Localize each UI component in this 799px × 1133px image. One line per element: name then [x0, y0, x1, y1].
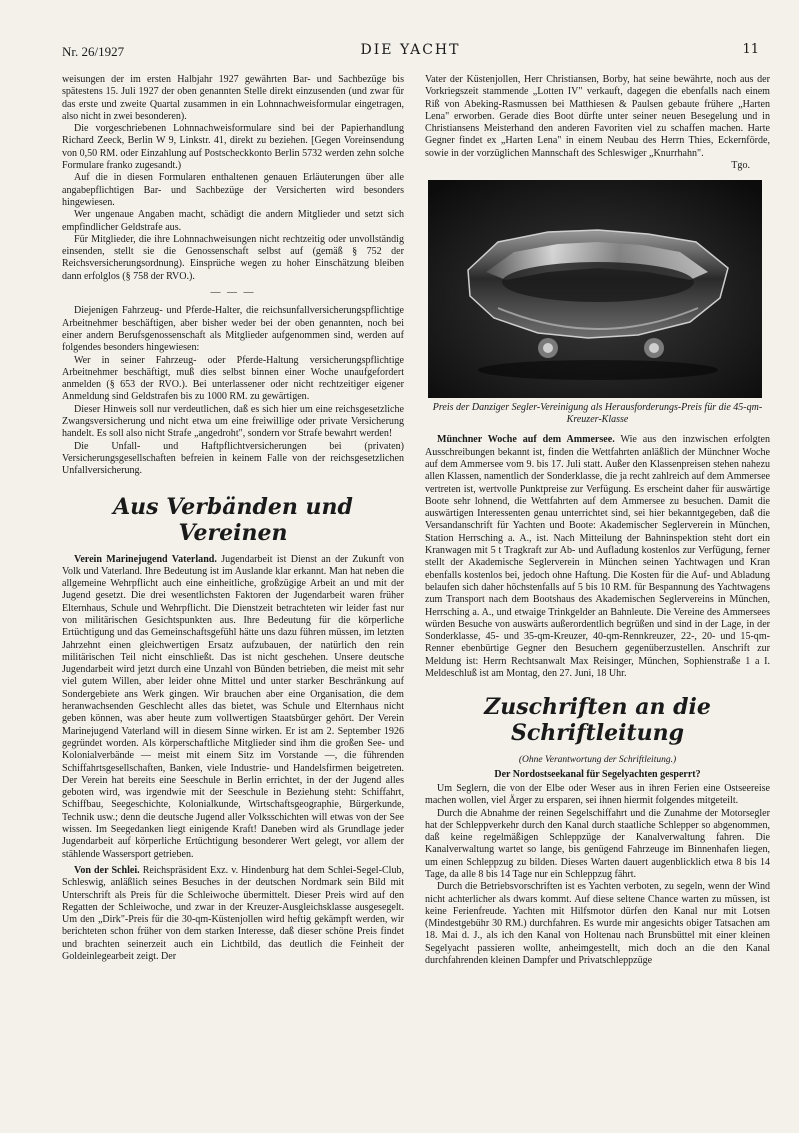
paragraph: Die Unfall- und Haftpflichtversicherungen bei (privaten) Versicherungsgesellschaften befreien in keinem Falle von der reichsgesetzlichen Unfallversicherung.: [62, 440, 404, 477]
article-marinejugend: [62, 554, 404, 861]
article-body: Wie aus den inzwischen erfolgten Ausschreibungen bekannt ist, finden die Wettfahrten anläßlich der Münchner Woche auf dem Ammersee vom 9. bis 17. Juli statt. Außer den Klassenpreisen stehen nahezu allen Klassen, namentlich der Sonderklasse, die ja recht zahlreich auf dem Ammersee vertreten ist, wertvolle Punktpreise zur Verfügung. Es erscheint daher für auswärtige Boote sehr lohnend, die Wettfahrten auf dem Ammersee zu besuchen. Damit die auswärtigen Interessenten genau unterrichtet sind, sei hier bekanntgegeben, daß die Versandanschrift für Yachten und Boote: Akademischer Seglerverein in München, Station Herrsching a. A., ist. Nach Mitteilung der Bahninspektion steht dort ein Kranwagen mit 5 t Tragkraft zur Ab- und Aufladung kostenlos zur Verfügung, ferner stellt der Akademische Seglerverein in München seinen Yachtwagen und Kran ebenfalls kostenlos bei, jedoch ohne Haftung. Die Kosten für die Auf- und Abladung belaufen sich daher höchstenfalls auf 5 bis 10 RM. für Bespannung des Yachtwagens zum Transport nach dem Bootshaus des Akademischen Seglervereins in München, Herrsching a. A., und etwaige Trinkgelder an Bahnleute. Die Vereine des Ammersees würden Besuche von auswärts außerordentlich begrüßen und sind in der Lage, in der Sonderklasse, 45- und 35-qm-Kreuzer, 40-qm-Rennkreuzer, 22-, 20- und 15-qm-Renner ebenbürtige Gegner den Besuchern gegenüberzustellen. Anschrift zur Meldung ist: Herrn Rechtsanwalt Max Reisinger, München, Sophienstraße 1 a I. Meldeschluß ist am Montag, den 27. Juni, 18 Uhr.: [425, 434, 770, 680]
trophy-photo: [428, 180, 762, 398]
section-heading: Zuschriften an die Schriftleitung: [484, 694, 711, 747]
paragraph: Für Mitglieder, die ihre Lohnnachweisungen nicht rechtzeitig oder unvollständig einsenden, stellt sie die Genossenschaft selbst auf (gemäß § 752 der Reichsversicherungsordnung). Einsprüche wegen zu hoher Einschätzung bleiben dann erfolglos (§ 758 der RVO.).: [62, 233, 404, 282]
photo-caption: Preis der Danziger Segler-Vereinigung als Herausforderungs-Preis für die 45-qm-Kreuzer-Klasse: [432, 402, 763, 426]
article-lead: Münchner Woche auf dem Ammersee.: [437, 434, 615, 446]
page-number: 11: [742, 42, 759, 57]
page-header: [62, 42, 759, 62]
disclaimer-note: (Ohne Verantwortung der Schriftleitung.): [518, 755, 677, 766]
paragraph: Vater der Küstenjollen, Herr Christiansen, Borby, hat seine bewährte, noch aus der Vorkriegszeit stammende „Lotten IV" verkauft, dagegen die ebenfalls nach einem Riß von Abeking-Rasmussen bei Matthiesen & Paulsen gebaute frühere „Harten Lena" erworben. Gerade dies Boot dürfte unter seiner neuen Besegelung und in Christiansens Meisterhand den anderen Favoriten viel zu schaffen machen. Harte Gegner findet ex „Harten Lena" in einem Neubau des Herrn Thies, Eckernförde, sowie in der vorzüglichen Mannschaft des Schleswiger „Knurrhahn".: [425, 74, 770, 159]
paragraph: Wer in seiner Fahrzeug- oder Pferde-Haltung versicherungspflichtige Arbeitnehmer beschäftigt, muß dies selbst binnen einer Woche unaufgefordert anmelden (§ 653 der RVO.). Bei unterlassener oder nicht rechtzeitiger eigener Anmeldung sind Geldstrafen bis zu 1000 RM. zu gewärtigen.: [62, 354, 404, 403]
paragraph: Diejenigen Fahrzeug- und Pferde-Halter, die reichsunfallversicherungspflichtige Arbeitnehmer beschäftigen, aber bisher weder bei der oben genannten, noch bei einer andern Berufsgenossenschaft als Mitglieder aufgenommen sind, werden auf folgendes besonders hingewiesen:: [62, 305, 404, 354]
article-lead: Von der Schlei.: [74, 864, 140, 876]
left-column: [62, 74, 404, 963]
article-schlei: [62, 865, 404, 963]
paragraph: Dieser Hinweis soll nur verdeutlichen, daß es sich hier um eine reichsgesetzliche Zwangsversicherung und nicht etwa um eine freiwillige oder private Versicherung handelt. Es soll also nicht Strafe „angedroht", sondern vor Strafe bewahrt werden!: [62, 403, 404, 440]
article-body: Jugendarbeit ist Dienst an der Zukunft von Volk und Vaterland. Ihre Bedeutung ist im Auslande klar erkannt. Man hat neben die allgemeine Wehrpflicht auch eine einheitliche, großzügige Arbeit an und mit der Jugend gesetzt. Die drei wesentlichsten Faktoren der Jugendarbeit waren früher Elternhaus, Schule und Wehrpflicht. Die Dienstzeit betrachteten wir leider fast nur von militärischen Gesichtspunkten aus. Ihre Bedeutung für die körperliche Ertüchtigung und das Gemeinschaftsgefühl hätte uns dazu führen müssen, im letzten Jahrzehnt einen gleichwertigen Ersatz aufzubauen, der natürlich den rein militärischen Teil nicht einschließt. Das ist nicht geschehen. Unsere deutsche Jugendarbeit wird jetzt durch eine Unzahl von Bünden betrieben, die meist mit sehr viel gutem Willen, aber leider ohne Mittel und unter starker Beschränkung auf Sondergebiete ans Werk gingen. Wir brauchen aber eine Organisation, die dem heranwachsenden Geschlecht alles das bietet, was Schule und Elternhaus nicht geben können, was aber heute zum vollwertigen Staatsbürger gehört. Der Verein Marinejugend Vaterland will in diesem Sinne wirken. Er ist am 2. September 1926 gegründet worden. Als körperschaftliche Mitglieder sind ihm die großen See- und Kolonialverbände — meist mit einem Sitz im Vorstande —, die führenden Schiffahrtsgesellschaften, Banken, viele Industrie- und Handelsfirmen beigetreten. Der Verein hat bereits eine Seeschule in Berlin errichtet, in der der Jugend alles geboten wird, was irgendwie mit der Seeschule in Beziehung steht: Schiffahrt, Schiffbau, Seegeschichte, Kolonialkunde, Wirtschaftsgeographie, Bürgerkunde, Technik usw.; denn die deutsche Jugend aller Volksschichten will etwas von der See wissen. Im Seegedanken liegt einigende Kraft! Daneben wird als Grundlage jeder Jugendarbeit auf körperliche Ertüchtigung besonderer Wert gelegt, vor allem der stählende Wassersport getrieben.: [62, 553, 404, 860]
section-heading: Aus Verbänden und Vereinen: [113, 493, 353, 546]
article-body: Reichspräsident Exz. v. Hindenburg hat dem Schlei-Segel-Club, Schleswig, anläßlich seines Besuches in der deutschen Nordmark sein Bild mit Unterschrift als Preis für die Schleiwoche übermittelt. Dieser Preis wird auf den Regatten der Schleiwoche, und zwar in der Kreuzer-Ausgleichsklasse ausgesegelt. Um den „Dirk"-Preis für die 30-qm-Küstenjollen wird heftig gekämpft werden, wir berichteten schon früher von dem starken Interesse, daß dieser schöne Preis findet und brachten seinerzeit auch ein Lichtbild, das deutlich die Feinheit der Goldeinlegearbeit zeigt. Der: [62, 864, 404, 962]
paragraph: weisungen der im ersten Halbjahr 1927 gewährten Bar- und Sachbezüge bis spätestens 15. Juli 1927 der oben genannten Stelle direkt einzusenden (und zwar für das erste und zweite Quartal zusammen in ein Lohnnachweisformular eingetragen, also nicht in zwei besonderen).: [62, 74, 404, 122]
author-signature: Tgo.: [731, 160, 750, 172]
paragraph: Durch die Betriebsvorschriften ist es Yachten verboten, zu segeln, wenn der Wind nicht achterlicher als dwars kommt. Auf diese seltene Chance warten zu müssen, ist keine Ferienfreude. Yachten mit Hilfsmotor dürfen den Kanal nur mit Lotsen (Mindestgebühr 30 RM.) durchfahren. Es wurde mir angesichts obiger Tatsachen am 18. Mai d. J., als ich den Kanal von Holtenau nach Brunsbüttel mit einer kleinen Segelyacht passieren wollte, anheimgestellt, mich doch an die den Kanal durchfahrenden kleinen Dampfer und Privatschleppzüge: [425, 881, 770, 967]
article-lead: Verein Marinejugend Vaterland.: [74, 553, 217, 565]
separator: — — —: [210, 287, 256, 299]
paragraph: Wer ungenaue Angaben macht, schädigt die andern Mitglieder und setzt sich empfindlicher Geldstrafe aus.: [62, 209, 404, 233]
magazine-title: DIE YACHT: [360, 42, 461, 58]
right-column: [425, 74, 770, 967]
paragraph: Durch die Abnahme der reinen Segelschiffahrt und die Zunahme der Motorsegler hat der Schleppverkehr durch den Kanal durch staatliche Schlepper so abgenommen, daß keine regelmäßigen Schleppzüge der Kanalverwaltung fahren. Die Kanalverwaltung wartet so lange, bis genügend Fahrzeuge im Binnenhafen liegen, um einen Schleppzug zu bilden. Dieses Warten dauert augenblicklich etwa 8 bis 14 Tage, da alle 8 bis 14 Tage nur ein Schleppzug fährt.: [425, 807, 770, 880]
article-muenchner-woche: [425, 434, 770, 680]
paragraph: Die vorgeschriebenen Lohnnachweisformulare sind bei der Papierhandlung Richard Zeeck, Berlin W 9, Linkstr. 41, direkt zu beziehen. [Gegen Voreinsendung von 0,50 RM. oder Einzahlung auf Postscheckkonto Berlin 5732 werden zehn solche Formulare franko zugesandt.): [62, 123, 404, 172]
trophy-bowl-image: [428, 180, 762, 398]
letter-title: Der Nordostseekanal für Segelyachten gesperrt?: [494, 768, 701, 780]
issue-number: Nr. 26/1927: [62, 44, 125, 59]
paragraph: Auf die in diesen Formularen enthaltenen genauen Erläuterungen über alle angabepflichtigen Bar- und Sachbezüge der Versicherten wird besonders hingewiesen.: [62, 172, 404, 208]
paragraph: Um Seglern, die von der Elbe oder Weser aus in ihren Ferien eine Ostseereise machen wollen, viel Ärger zu ersparen, sei ihnen hiermit folgendes mitgeteilt.: [425, 782, 770, 807]
